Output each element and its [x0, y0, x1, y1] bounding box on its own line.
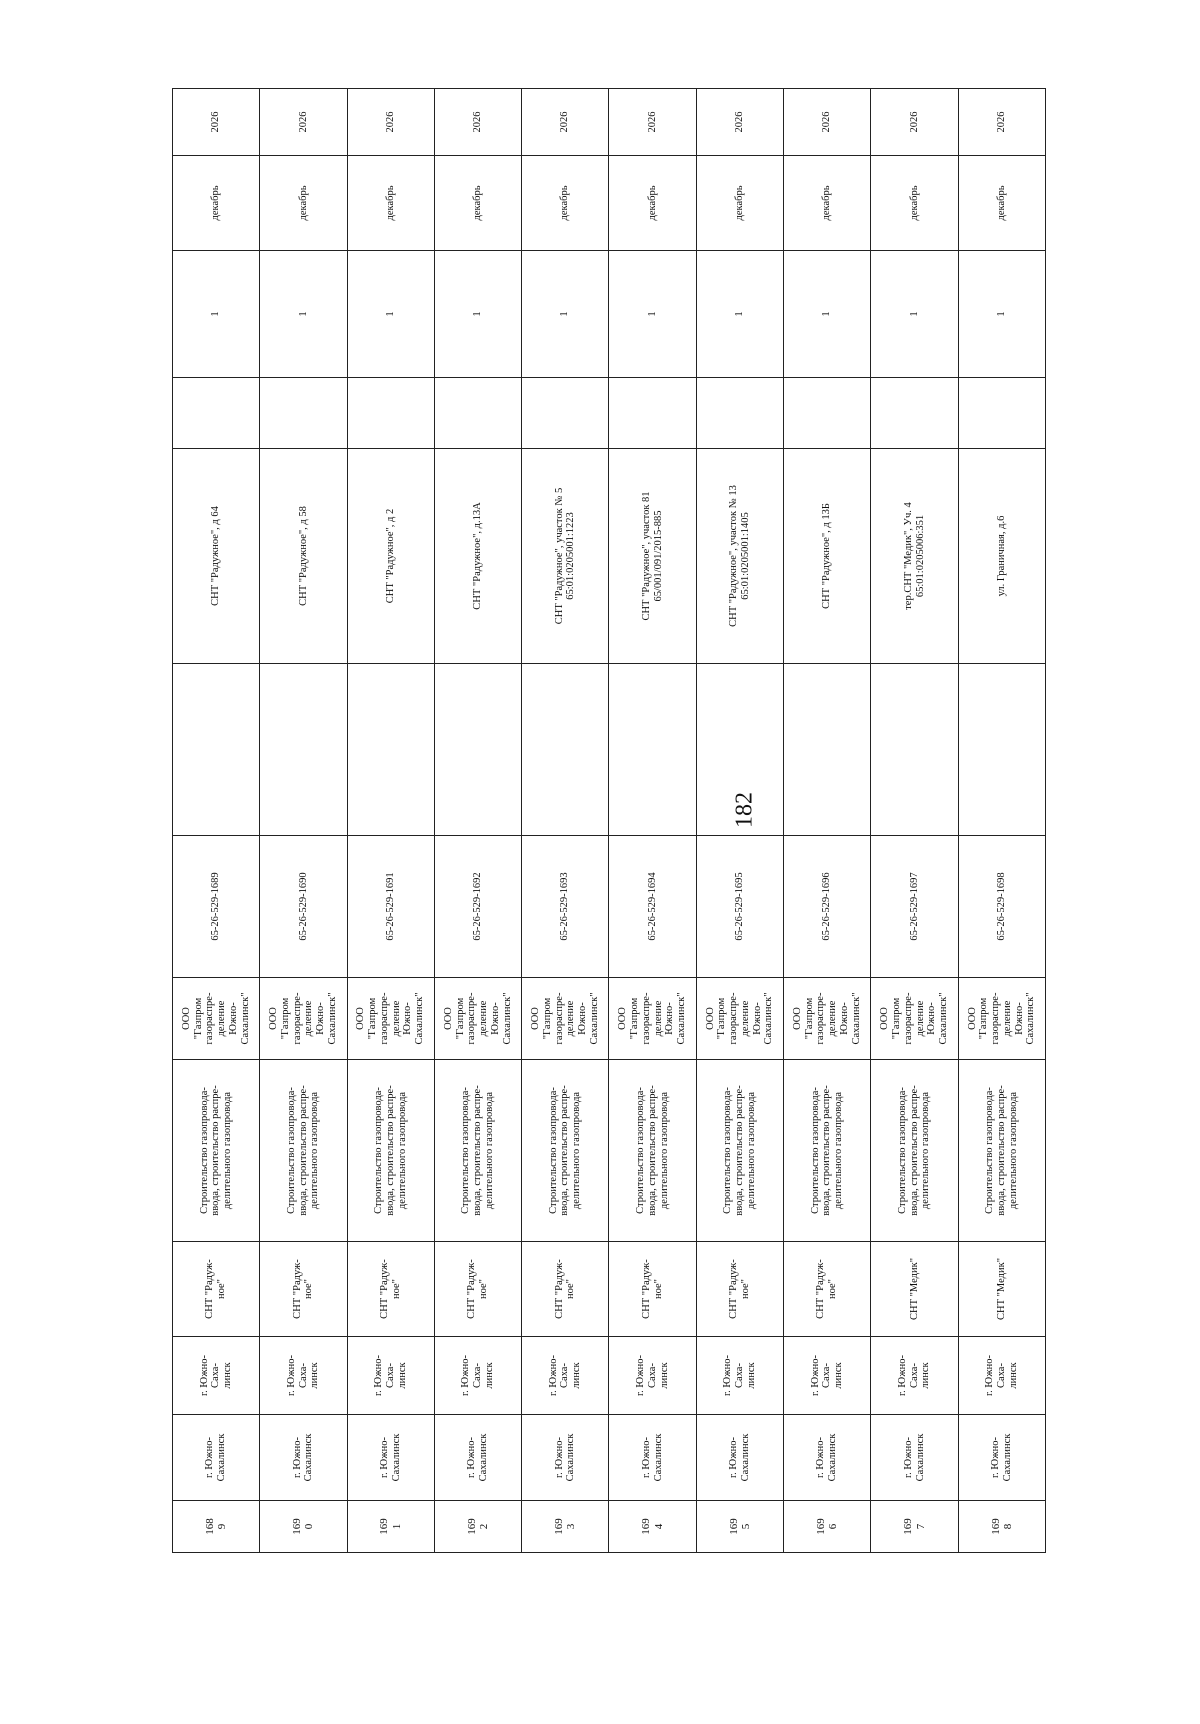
month-cell: декабрь [958, 156, 1045, 251]
code-cell: 65-26-529-1689 [173, 836, 260, 978]
address-cell: СНТ "Радужное", д 13Б [784, 449, 871, 664]
table-row [784, 89, 871, 1553]
empty-cell [173, 378, 260, 449]
empty-cell [871, 664, 958, 836]
district-cell: г. Южно- Сахалинск [173, 1415, 260, 1501]
object-cell: СНТ "Радуж- ное" [696, 1242, 783, 1337]
empty-cell [609, 378, 696, 449]
object-cell: СНТ "Радуж- ное" [522, 1242, 609, 1337]
quantity-cell: 1 [696, 251, 783, 378]
quantity-cell: 1 [434, 251, 521, 378]
address-cell: ул. Граничная, д.6 [958, 449, 1045, 664]
empty-cell [260, 378, 347, 449]
organization-cell: ООО "Газпром газораспре- деление Южно- Сахалинск" [609, 978, 696, 1060]
table-row [173, 89, 260, 1553]
address-cell: СНТ "Радужное", д 2 [347, 449, 434, 664]
row-number-cell: 169 5 [696, 1501, 783, 1553]
city-cell: г. Южно- Саха- линск [260, 1337, 347, 1415]
year-cell: 2026 [522, 89, 609, 156]
empty-cell [784, 378, 871, 449]
quantity-cell: 1 [522, 251, 609, 378]
page-number-text: 182 [731, 792, 758, 828]
year-cell: 2026 [434, 89, 521, 156]
district-cell: г. Южно- Сахалинск [522, 1415, 609, 1501]
district-cell: г. Южно- Сахалинск [871, 1415, 958, 1501]
object-cell: СНТ "Радуж- ное" [434, 1242, 521, 1337]
empty-cell [347, 664, 434, 836]
organization-cell: ООО "Газпром газораспре- деление Южно- Сахалинск" [522, 978, 609, 1060]
quantity-cell: 1 [260, 251, 347, 378]
organization-cell: ООО "Газпром газораспре- деление Южно- Сахалинск" [173, 978, 260, 1060]
object-cell: СНТ "Медик" [871, 1242, 958, 1337]
row-number-cell: 169 0 [260, 1501, 347, 1553]
row-number-cell: 169 8 [958, 1501, 1045, 1553]
row-number-cell: 169 3 [522, 1501, 609, 1553]
code-cell: 65-26-529-1695 [696, 836, 783, 978]
code-cell: 65-26-529-1692 [434, 836, 521, 978]
empty-cell [958, 664, 1045, 836]
district-cell: г. Южно- Сахалинск [958, 1415, 1045, 1501]
code-cell: 65-26-529-1693 [522, 836, 609, 978]
district-cell: г. Южно- Сахалинск [609, 1415, 696, 1501]
year-cell: 2026 [958, 89, 1045, 156]
empty-cell [522, 664, 609, 836]
year-cell: 2026 [260, 89, 347, 156]
district-cell: г. Южно- Сахалинск [347, 1415, 434, 1501]
code-cell: 65-26-529-1694 [609, 836, 696, 978]
month-cell: декабрь [784, 156, 871, 251]
row-number-cell: 169 7 [871, 1501, 958, 1553]
table-row [871, 89, 958, 1553]
quantity-cell: 1 [871, 251, 958, 378]
table-row [260, 89, 347, 1553]
organization-cell: ООО "Газпром газораспре- деление Южно- Сахалинск" [260, 978, 347, 1060]
city-cell: г. Южно- Саха- линск [958, 1337, 1045, 1415]
empty-cell [696, 378, 783, 449]
city-cell: г. Южно- Саха- линск [609, 1337, 696, 1415]
empty-cell [347, 378, 434, 449]
month-cell: декабрь [696, 156, 783, 251]
empty-cell [434, 378, 521, 449]
object-cell: СНТ "Радуж- ное" [784, 1242, 871, 1337]
quantity-cell: 1 [347, 251, 434, 378]
table-row [434, 89, 521, 1553]
row-number-cell: 169 6 [784, 1501, 871, 1553]
work-description-cell: Строительство газопровода- ввода, строительство распре- делительного газопровода [696, 1060, 783, 1242]
row-number-cell: 169 4 [609, 1501, 696, 1553]
city-cell: г. Южно- Саха- линск [871, 1337, 958, 1415]
object-cell: СНТ "Медик" [958, 1242, 1045, 1337]
code-cell: 65-26-529-1698 [958, 836, 1045, 978]
code-cell: 65-26-529-1696 [784, 836, 871, 978]
work-description-cell: Строительство газопровода- ввода, строительство распре- делительного газопровода [958, 1060, 1045, 1242]
object-cell: СНТ "Радуж- ное" [347, 1242, 434, 1337]
month-cell: декабрь [434, 156, 521, 251]
quantity-cell: 1 [958, 251, 1045, 378]
table-row [347, 89, 434, 1553]
year-cell: 2026 [173, 89, 260, 156]
work-description-cell: Строительство газопровода- ввода, строительство распре- делительного газопровода [784, 1060, 871, 1242]
work-description-cell: Строительство газопровода- ввода, строительство распре- делительного газопровода [260, 1060, 347, 1242]
row-number-cell: 168 9 [173, 1501, 260, 1553]
address-cell: СНТ "Радужное", участок 81 65/001/091/2015-885 [609, 449, 696, 664]
registry-table [172, 88, 1046, 1553]
month-cell: декабрь [347, 156, 434, 251]
city-cell: г. Южно- Саха- линск [347, 1337, 434, 1415]
month-cell: декабрь [173, 156, 260, 251]
object-cell: СНТ "Радуж- ное" [173, 1242, 260, 1337]
address-cell: СНТ "Радужное", д 64 [173, 449, 260, 664]
year-cell: 2026 [696, 89, 783, 156]
month-cell: декабрь [871, 156, 958, 251]
district-cell: г. Южно- Сахалинск [260, 1415, 347, 1501]
organization-cell: ООО "Газпром газораспре- деление Южно- Сахалинск" [434, 978, 521, 1060]
table-row [609, 89, 696, 1553]
empty-cell [696, 664, 783, 836]
work-description-cell: Строительство газопровода- ввода, строительство распре- делительного газопровода [434, 1060, 521, 1242]
empty-cell [522, 378, 609, 449]
district-cell: г. Южно- Сахалинск [434, 1415, 521, 1501]
month-cell: декабрь [260, 156, 347, 251]
empty-cell [784, 664, 871, 836]
work-description-cell: Строительство газопровода- ввода, строительство распре- делительного газопровода [347, 1060, 434, 1242]
month-cell: декабрь [609, 156, 696, 251]
code-cell: 65-26-529-1691 [347, 836, 434, 978]
quantity-cell: 1 [609, 251, 696, 378]
table-row [958, 89, 1045, 1553]
work-description-cell: Строительство газопровода- ввода, строительство распре- делительного газопровода [522, 1060, 609, 1242]
organization-cell: ООО "Газпром газораспре- деление Южно- Сахалинск" [347, 978, 434, 1060]
address-cell: СНТ "Радужное", участок № 13 65:01:0205001:1405 [696, 449, 783, 664]
organization-cell: ООО "Газпром газораспре- деление Южно- Сахалинск" [958, 978, 1045, 1060]
row-number-cell: 169 1 [347, 1501, 434, 1553]
code-cell: 65-26-529-1690 [260, 836, 347, 978]
district-cell: г. Южно- Сахалинск [784, 1415, 871, 1501]
address-cell: СНТ "Радужное", д 58 [260, 449, 347, 664]
organization-cell: ООО "Газпром газораспре- деление Южно- Сахалинск" [696, 978, 783, 1060]
object-cell: СНТ "Радуж- ное" [260, 1242, 347, 1337]
row-number-cell: 169 2 [434, 1501, 521, 1553]
empty-cell [958, 378, 1045, 449]
empty-cell [260, 664, 347, 836]
table-row [696, 89, 783, 1553]
district-cell: г. Южно- Сахалинск [696, 1415, 783, 1501]
year-cell: 2026 [871, 89, 958, 156]
organization-cell: ООО "Газпром газораспре- деление Южно- Сахалинск" [784, 978, 871, 1060]
city-cell: г. Южно- Саха- линск [522, 1337, 609, 1415]
rotated-table-wrapper [172, 89, 1046, 1553]
code-cell: 65-26-529-1697 [871, 836, 958, 978]
address-cell: тер.СНТ "Медик", Уч. 4 65:01:0205006:351 [871, 449, 958, 664]
table-body [173, 89, 1046, 1553]
address-cell: СНТ "Радужное", участок № 5 65:01:0205001:1223 [522, 449, 609, 664]
empty-cell [871, 378, 958, 449]
registry-table-area [172, 89, 1200, 1535]
organization-cell: ООО "Газпром газораспре- деление Южно- Сахалинск" [871, 978, 958, 1060]
month-cell: декабрь [522, 156, 609, 251]
work-description-cell: Строительство газопровода- ввода, строительство распре- делительного газопровода [871, 1060, 958, 1242]
table-row [522, 89, 609, 1553]
city-cell: г. Южно- Саха- линск [784, 1337, 871, 1415]
quantity-cell: 1 [173, 251, 260, 378]
work-description-cell: Строительство газопровода- ввода, строительство распре- делительного газопровода [173, 1060, 260, 1242]
address-cell: СНТ "Радужное", д.13А [434, 449, 521, 664]
city-cell: г. Южно- Саха- линск [173, 1337, 260, 1415]
city-cell: г. Южно- Саха- линск [696, 1337, 783, 1415]
work-description-cell: Строительство газопровода- ввода, строительство распре- делительного газопровода [609, 1060, 696, 1242]
object-cell: СНТ "Радуж- ное" [609, 1242, 696, 1337]
city-cell: г. Южно- Саха- линск [434, 1337, 521, 1415]
year-cell: 2026 [609, 89, 696, 156]
empty-cell [173, 664, 260, 836]
quantity-cell: 1 [784, 251, 871, 378]
year-cell: 2026 [784, 89, 871, 156]
empty-cell [609, 664, 696, 836]
empty-cell [434, 664, 521, 836]
year-cell: 2026 [347, 89, 434, 156]
